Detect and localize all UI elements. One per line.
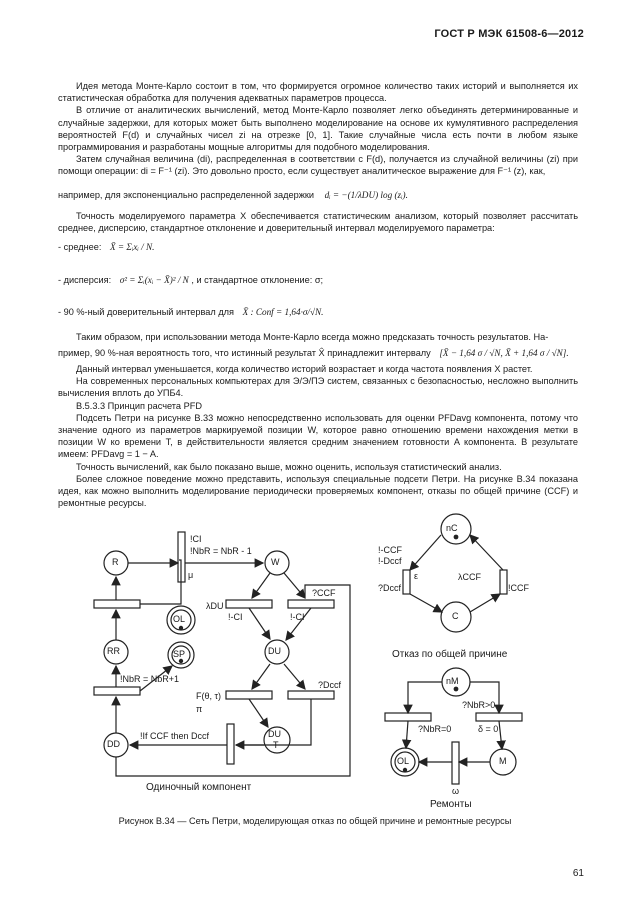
- node-C: C: [452, 611, 459, 621]
- label-neg-ci-1: !-CI: [228, 612, 243, 622]
- formula-variance: σ² = Σᵢ(xᵢ − X̄)² / N: [119, 275, 189, 285]
- paragraph-3: Затем случайная величина (di), распределенная в соответствии с F(d), получается из случайной величины (zi) при помощи операции: di = F⁻¹ (zi). Это довольно просто, если существует аналитическое выражение для F⁻¹ (z), как,: [58, 154, 578, 177]
- node-DU: DU: [268, 646, 281, 656]
- node-OL: OL: [173, 614, 186, 624]
- label-nbr-gt0: ?NbR>0: [462, 700, 496, 710]
- ccf-title: Отказ по общей причине: [392, 649, 508, 660]
- node-DUT-1: DU: [268, 729, 281, 739]
- page-number: 61: [572, 868, 584, 879]
- document-code: ГОСТ Р МЭК 61508-6—2012: [434, 28, 584, 40]
- paragraph-2: В отличие от аналитических вычислений, метод Монте-Карло позволяет легко объединять детерминированные и случайные задержки, для которых может быть выполнено моделирование на основе их кумулятивного распределения вероятностей F(d) и случайных чисел zi на отрезке [0, 1]. Такие случайные числа есть почти в любом языке программирования и разработаны мощные алгоритмы для подобного моделирования.: [58, 105, 578, 153]
- section-heading-b533: В.5.3.3 Принцип расчета PFD: [76, 400, 202, 411]
- node-DD: DD: [107, 739, 120, 749]
- std-text: , и стандартное отклонение: σ;: [191, 275, 324, 285]
- label-nbr-dec: !NbR = NbR - 1: [190, 546, 252, 556]
- label-f-theta: F(θ, τ): [196, 691, 222, 701]
- label-dccf-q-ccf: ?Dccf: [378, 583, 402, 593]
- paragraph-9: Подсеть Петри на рисунке В.33 можно непосредственно использовать для оценки PFDavg компонента, потому что значение одного из параметров маркируемой позиции W, которое равно отношению времени нахождения метки в позиции W ко времени T, в действительности является средним значением готовности A компонента. В результате имеем: PFDavg = 1 − A.: [58, 412, 578, 460]
- paragraph-7: На современных персональных компьютерах для Э/Э/ПЭ систем, связанных с безопасностью, несложно выполнить вычисления вплоть до УПБ4.: [58, 376, 578, 399]
- node-R: R: [112, 557, 119, 567]
- paragraph-10: Точность вычислений, как было показано выше, можно оценить, используя статистический анализ.: [76, 461, 502, 472]
- paragraph-6: Данный интервал уменьшается, когда количество историй возрастает и когда частота появления X растет.: [76, 364, 533, 374]
- label-pi: π: [196, 704, 203, 714]
- paragraph-4: Точность моделируемого параметра X обеспечивается статистическим анализом, который позволяет рассчитать среднее, дисперсию, стандартное отклонение и доверительный интервал моделируемого параметра:: [58, 211, 578, 234]
- label-ccf-out: !CCF: [508, 583, 529, 593]
- node-RR: RR: [107, 646, 120, 656]
- label-dccf-q: ?Dccf: [318, 680, 342, 690]
- paragraph-5: Таким образом, при использовании метода Монте-Карло всегда можно предсказать точность результатов. На-: [76, 332, 549, 342]
- label-ccf-bang: !-CCF: [378, 545, 402, 555]
- label-delta: δ = 0: [478, 724, 499, 734]
- paragraph-11: Более сложное поведение можно представить, используя специальные подсети Петри. На рисунке В.34 показана идея, как можно выполнить моделирование периодически проверяемых компонент, отказы по общей причине (CCF) и ремонтные ресурсы.: [58, 473, 578, 509]
- node-nM: nM: [446, 676, 459, 686]
- label-omega: ω: [452, 786, 460, 796]
- formula-ci: X̄ : Conf = 1,64·σ/√N.: [242, 307, 324, 317]
- label-nbr-inc: !NbR = NbR+1: [120, 674, 180, 684]
- paragraph-5b: пример, 90 %-ная вероятность того, что истинный результат X̂ принадлежит интервалу: [58, 348, 431, 358]
- repair-title: Ремонты: [430, 799, 472, 810]
- node-SP: SP: [173, 649, 186, 659]
- label-nbr-eq0: ?NbR=0: [418, 724, 452, 734]
- figure-caption: Рисунок В.34 — Сеть Петри, моделирующая отказ по общей причине и ремонтные ресурсы: [118, 816, 512, 826]
- label-lambda-du: λDU: [206, 601, 224, 611]
- paragraph-3b: например, для экспоненциально распределенной задержки: [58, 190, 315, 200]
- label-lambda-ccf: λCCF: [458, 572, 481, 582]
- label-neg-ci-2: !-CI: [290, 612, 305, 622]
- formula-interval: [X̄ − 1,64 σ / √N, X̄ + 1,64 σ / √N].: [439, 348, 569, 358]
- label-ccf-q: ?CCF: [312, 588, 336, 598]
- paragraph-1: Идея метода Монте-Карло состоит в том, что формируется огромное количество таких историй и выполняется их статистическая обработка для получения адекватных параметров процесса.: [58, 81, 578, 104]
- formula-exp-delay: dᵢ = −(1/λDU) log (zᵢ).: [324, 190, 408, 200]
- label-dccf-bang: !-Dccf: [378, 556, 402, 566]
- ci-label: - 90 %-ный доверительный интервал для: [58, 307, 235, 317]
- node-M: M: [499, 756, 507, 766]
- node-DUT-2: T: [273, 740, 279, 750]
- mean-label: - среднее:: [58, 242, 102, 252]
- label-if-ccf: !If CCF then Dccf: [140, 731, 210, 741]
- node-nC: nC: [446, 523, 458, 533]
- label-eps: ε: [414, 571, 419, 581]
- label-ci: !CI: [190, 534, 202, 544]
- label-mu: μ: [188, 570, 194, 580]
- single-component-title: Одиночный компонент: [146, 782, 252, 793]
- node-W: W: [271, 557, 280, 567]
- variance-label: - дисперсия:: [58, 275, 112, 285]
- node-OL-repair: OL: [397, 756, 410, 766]
- formula-mean: X̄ = Σᵢxᵢ / N.: [110, 242, 155, 252]
